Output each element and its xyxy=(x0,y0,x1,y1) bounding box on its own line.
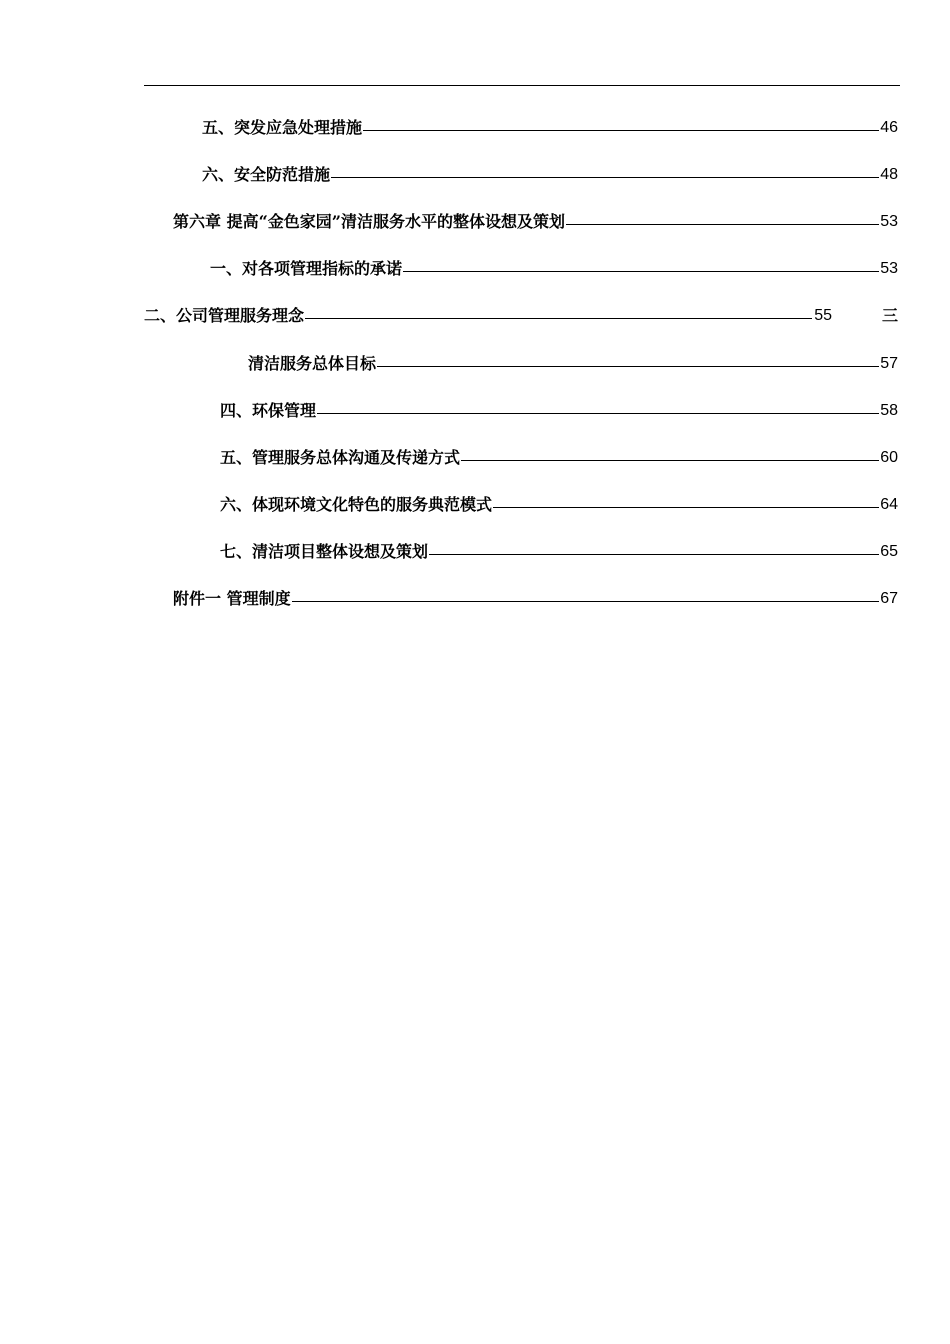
toc-entry[interactable] xyxy=(210,255,898,279)
toc-entry-appendix[interactable] xyxy=(173,585,898,609)
toc-entry-title: 一、对各项管理指标的承诺 xyxy=(210,259,403,278)
toc-leader xyxy=(493,507,879,508)
toc-entry[interactable] xyxy=(220,538,898,562)
toc-leader xyxy=(292,601,880,602)
toc-entry-chapter[interactable] xyxy=(173,208,898,232)
toc-entry-page: 65 xyxy=(880,543,898,560)
toc-leader xyxy=(566,224,879,225)
toc-entry-title: 第六章 提高“金色家园”清洁服务水平的整体设想及策划 xyxy=(173,212,565,231)
toc-entry-trailing-text: 三 xyxy=(881,306,898,325)
toc-entry-page: 57 xyxy=(880,355,898,372)
toc-leader xyxy=(317,413,879,414)
toc-entry-page: 46 xyxy=(880,119,898,136)
toc-leader xyxy=(331,177,879,178)
toc-entry-title: 七、清洁项目整体设想及策划 xyxy=(220,542,429,561)
toc-leader xyxy=(461,460,879,461)
toc-entry[interactable] xyxy=(202,114,898,138)
toc-entry-page: 58 xyxy=(880,402,898,419)
toc-entry-title: 二、公司管理服务理念 xyxy=(144,306,305,325)
toc-entry[interactable] xyxy=(248,350,898,374)
toc-entry-page: 53 xyxy=(880,260,898,277)
toc-leader xyxy=(403,271,879,272)
toc-leader xyxy=(377,366,879,367)
toc-leader xyxy=(305,318,812,319)
toc-entry-title: 清洁服务总体目标 xyxy=(248,354,377,373)
toc-entry-title: 五、管理服务总体沟通及传递方式 xyxy=(220,448,461,467)
toc-entry-page: 55 xyxy=(814,307,832,324)
toc-entry[interactable] xyxy=(202,161,898,185)
toc-entry-page: 60 xyxy=(880,449,898,466)
toc-entry-page: 64 xyxy=(880,496,898,513)
toc-leader xyxy=(363,130,879,131)
toc-entry-page: 53 xyxy=(880,213,898,230)
toc-entry-page: 67 xyxy=(880,590,898,607)
toc-entry-title: 六、体现环境文化特色的服务典范模式 xyxy=(220,495,493,514)
toc-entry-title: 六、安全防范措施 xyxy=(202,165,331,184)
toc-entry[interactable] xyxy=(220,444,898,468)
toc-entry-title: 四、环保管理 xyxy=(220,401,317,420)
toc-entry[interactable] xyxy=(144,302,898,326)
toc-leader xyxy=(429,554,879,555)
toc-entry[interactable] xyxy=(220,491,898,515)
toc-entry-page: 48 xyxy=(880,166,898,183)
toc-entry[interactable] xyxy=(220,397,898,421)
toc-entry-title: 五、突发应急处理措施 xyxy=(202,118,363,137)
toc-entry-title: 附件一 管理制度 xyxy=(173,589,291,608)
